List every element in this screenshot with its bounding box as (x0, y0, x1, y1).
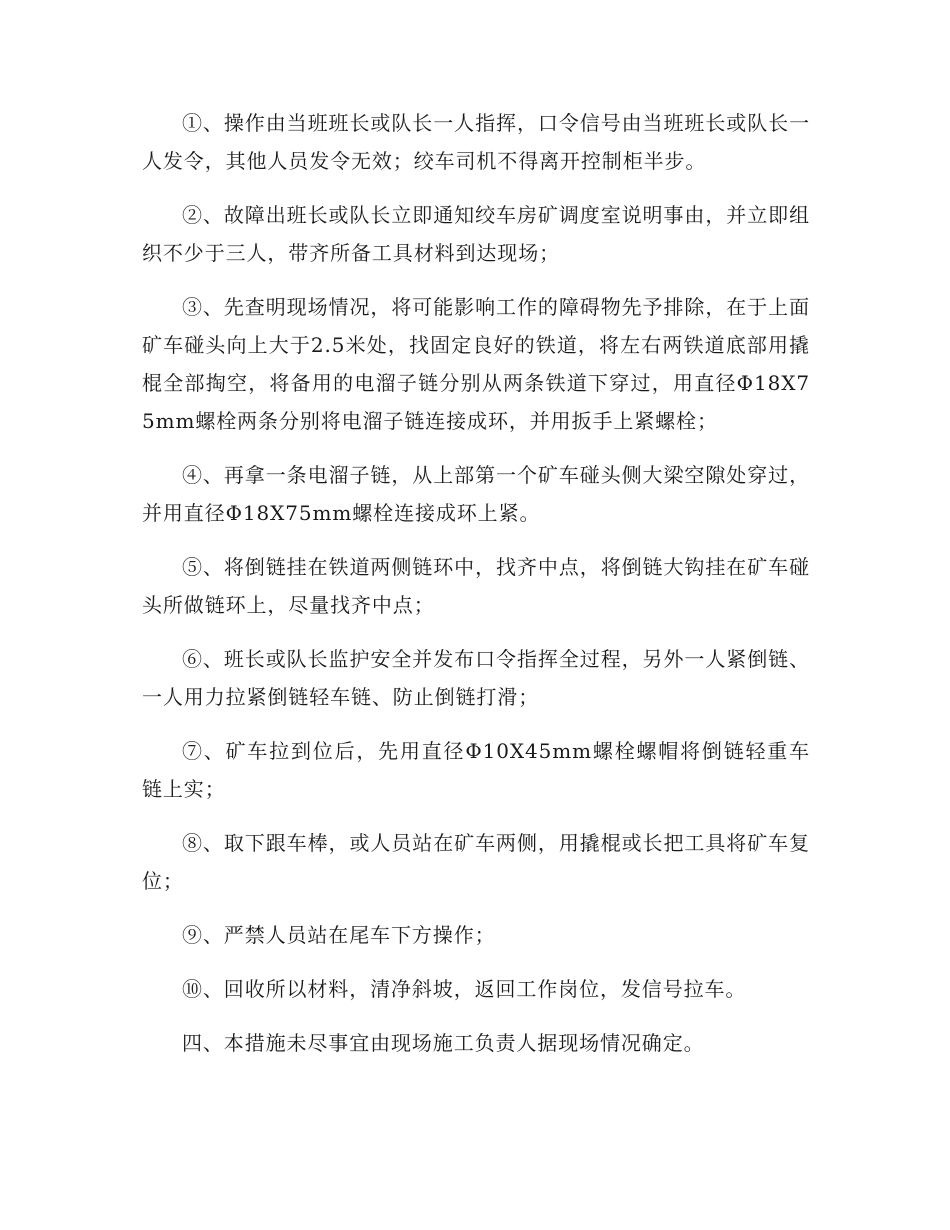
paragraph-step-6: ⑥、班长或队长监护安全并发布口令指挥全过程，另外一人紧倒链、一人用力拉紧倒链轻车链、防止倒链打滑； (142, 647, 810, 709)
paragraph-step-5: ⑤、将倒链挂在铁道两侧链环中，找齐中点，将倒链大钩挂在矿车碰头所做链环上，尽量找齐中点； (142, 555, 810, 617)
paragraph-step-2: ②、故障出班长或队长立即通知绞车房矿调度室说明事由，并立即组织不少于三人，带齐所备工具材料到达现场； (142, 203, 810, 265)
paragraph-section-4: 四、本措施未尽事宜由现场施工负责人据现场情况确定。 (182, 1031, 705, 1055)
document-body (142, 104, 810, 1078)
paragraph-step-4: ④、再拿一条电溜子链，从上部第一个矿车碰头侧大梁空隙处穿过，并用直径Φ18X75mm螺栓连接成环上紧。 (142, 463, 810, 525)
paragraph-step-10: ⑩、回收所以材料，清净斜坡，返回工作岗位，发信号拉车。 (182, 977, 747, 1001)
paragraph-step-9: ⑨、严禁人员站在尾车下方操作； (182, 923, 496, 947)
paragraph-step-8: ⑧、取下跟车棒，或人员站在矿车两侧，用撬棍或长把工具将矿车复位； (142, 831, 810, 893)
paragraph-step-3: ③、先查明现场情况，将可能影响工作的障碍物先予排除，在于上面矿车碰头向上大于2.5米处，找固定良好的铁道，将左右两铁道底部用撬棍全部掏空，将备用的电溜子链分别从两条铁道下穿过，用直径Φ18X75mm螺栓两条分别将电溜子链连接成环，并用扳手上紧螺栓； (142, 295, 810, 433)
paragraph-step-1: ①、操作由当班班长或队长一人指挥，口令信号由当班班长或队长一人发令，其他人员发令无效；绞车司机不得离开控制柜半步。 (142, 111, 810, 173)
paragraph-step-7: ⑦、矿车拉到位后，先用直径Φ10X45mm螺栓螺帽将倒链轻重车链上实； (142, 739, 810, 801)
